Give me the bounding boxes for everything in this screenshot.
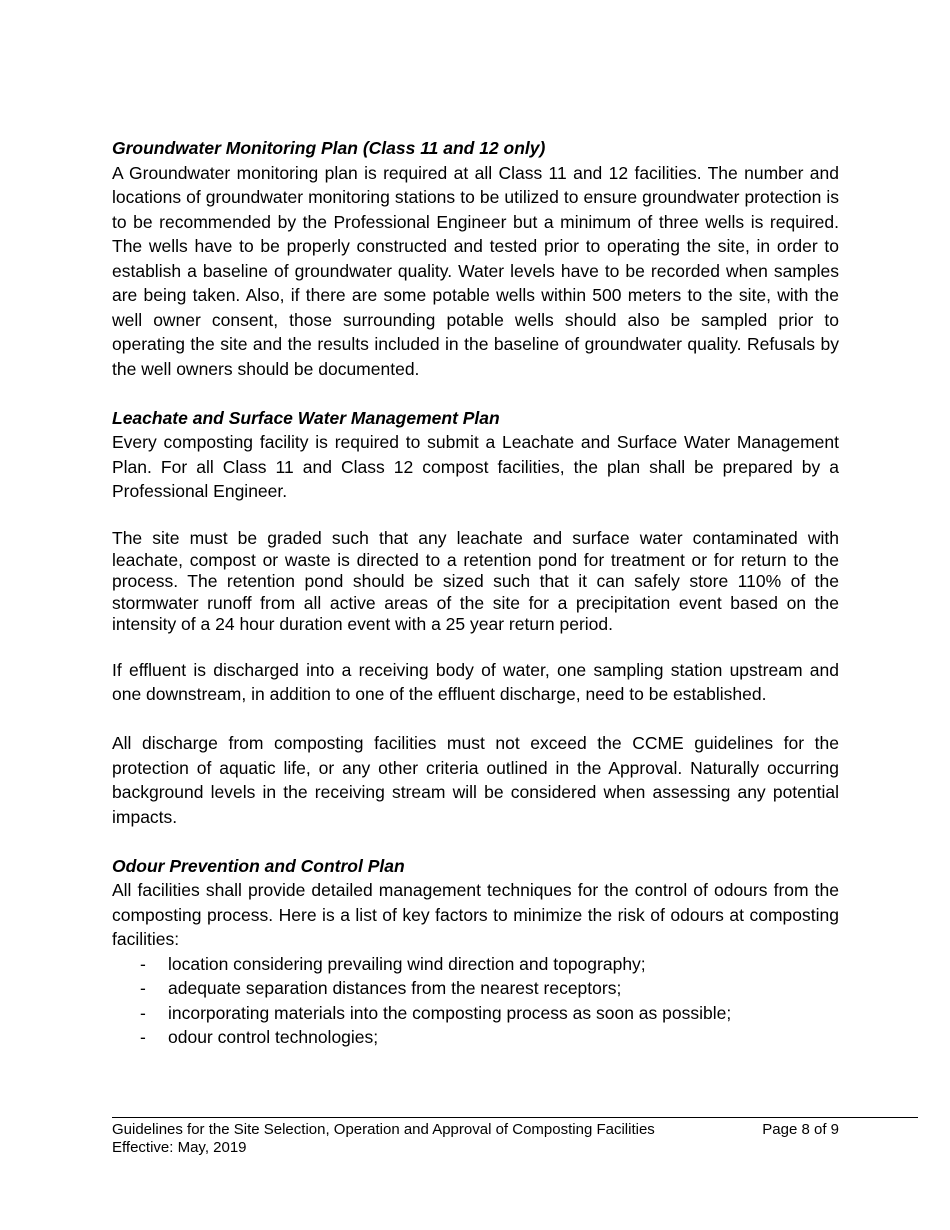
bullet-dash: -	[140, 1002, 146, 1023]
list-item-text: odour control technologies;	[168, 1027, 379, 1047]
footer-page-number: Page 8 of 9	[762, 1121, 839, 1138]
footer-document-title: Guidelines for the Site Selection, Operation and Approval of Composting Facilities	[112, 1121, 655, 1138]
bullet-dash: -	[140, 953, 146, 974]
list-item	[112, 976, 839, 1001]
groundwater-heading: Groundwater Monitoring Plan (Class 11 and 12 only)	[112, 138, 546, 158]
odour-paragraph: All facilities shall provide detailed management techniques for the control of odours from the composting process. Here is a list of key factors to minimize the risk of odours at composting facilities:	[112, 880, 839, 949]
groundwater-paragraph: A Groundwater monitoring plan is required at all Class 11 and 12 facilities. The number and locations of groundwater monitoring stations to be utilized to ensure groundwater protection is to be recommended by the Professional Engineer but a minimum of three wells is required. The wells have to be properly constructed and tested prior to operating the site, in order to establish a baseline of groundwater quality. Water levels have to be recorded when samples are being taken. Also, if there are some potable wells within 500 meters to the site, with the well owner consent, those surrounding potable wells should also be sampled prior to operating the site and the results included in the baseline of groundwater quality. Refusals by the well owners should be documented.	[112, 162, 839, 379]
leachate-paragraph-1: Every composting facility is required to submit a Leachate and Surface Water Management Plan. For all Class 11 and Class 12 compost facilities, the plan shall be prepared by a Professional Engineer.	[112, 432, 839, 501]
leachate-paragraph-4: All discharge from composting facilities must not exceed the CCME guidelines for the protection of aquatic life, or any other criteria outlined in the Approval. Naturally occurring background levels in the receiving stream will be considered when assessing any potential impacts.	[112, 733, 839, 827]
list-item	[112, 1001, 839, 1026]
page-content	[112, 136, 839, 1050]
list-item	[112, 952, 839, 977]
leachate-heading: Leachate and Surface Water Management Plan	[112, 407, 500, 428]
leachate-paragraph-2: The site must be graded such that any leachate and surface water contaminated with leachate, compost or waste is directed to a retention pond for treatment or for return to the process. The retention pond should be sized such that it can safely store 110% of the stormwater runoff from all active areas of the site for a precipitation event based on the intensity of a 24 hour duration event with a 25 year return period.	[112, 528, 839, 634]
odour-factor-list	[112, 952, 839, 1050]
bullet-dash: -	[140, 978, 146, 998]
page-footer	[112, 1121, 839, 1157]
list-item-text: incorporating materials into the composting process as soon as possible;	[168, 1002, 732, 1023]
odour-heading: Odour Prevention and Control Plan	[112, 855, 405, 876]
list-item	[112, 1025, 839, 1050]
list-item-text: location considering prevailing wind direction and topography;	[168, 953, 646, 974]
list-item-text: adequate separation distances from the nearest receptors;	[168, 978, 622, 998]
footer-effective-date: Effective: May, 2019	[112, 1139, 247, 1156]
leachate-paragraph-3: If effluent is discharged into a receiving body of water, one sampling station upstream and one downstream, in addition to one of the effluent discharge, need to be established.	[112, 659, 839, 704]
bullet-dash: -	[140, 1027, 146, 1047]
footer-divider	[112, 1117, 918, 1118]
